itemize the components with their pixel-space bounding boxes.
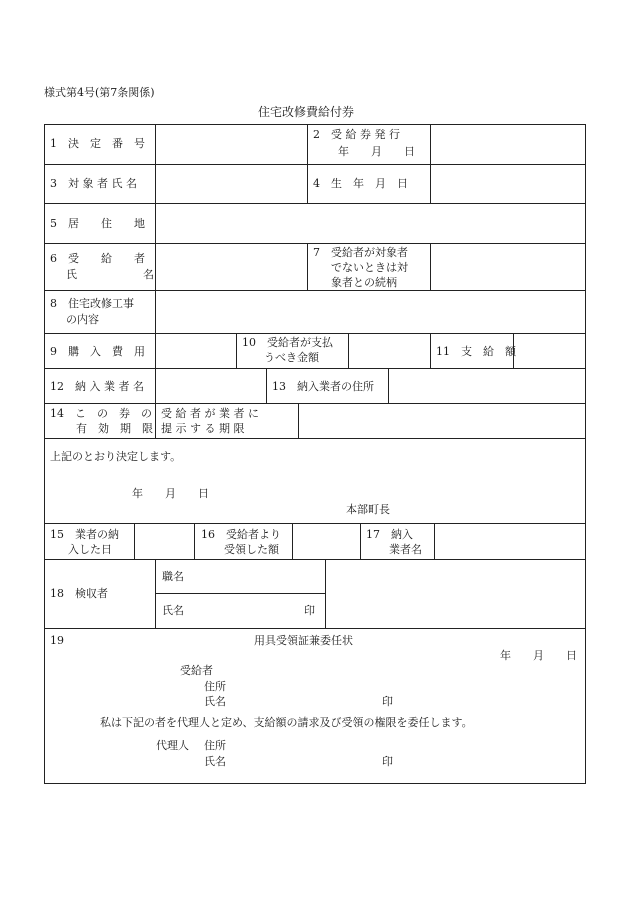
- recipient-seal: 印: [382, 695, 393, 708]
- col-divider: [430, 333, 431, 368]
- row-divider: [44, 559, 586, 560]
- delegation-text: 私は下記の者を代理人と定め、支給額の請求及び受領の権限を委任します。: [100, 716, 473, 729]
- recipient-name-field-label: 氏名: [204, 695, 226, 708]
- vendor-name-label: 12 納 入 業 者 名: [50, 380, 144, 393]
- delivery-vendor-label: 17 納入: [366, 528, 413, 541]
- validity-label-2: 有 効 期 限: [76, 422, 153, 435]
- subject-name-label: 3 対 象 者 氏 名: [50, 177, 137, 190]
- row-divider: [44, 403, 586, 404]
- payable-amount-label: 10 受給者が支払: [242, 336, 333, 349]
- payment-amount-label: 11 支 給 額: [436, 345, 516, 358]
- decision-text: 上記のとおり決定します。: [50, 450, 182, 463]
- recipient-address-label: 住所: [204, 680, 226, 693]
- col-divider: [134, 523, 135, 559]
- col-divider: [155, 124, 156, 290]
- recipient-name-label-2: 氏 名: [66, 268, 154, 281]
- row-divider: [44, 438, 586, 439]
- form-id: 様式第4号(第7条関係): [44, 86, 155, 99]
- relationship-label-2: でないときは対: [331, 261, 408, 274]
- row-divider: [44, 368, 586, 369]
- received-amount-label: 16 受給者より: [201, 528, 281, 541]
- renovation-content-label: 8 住宅改修工事: [50, 297, 134, 310]
- row-divider: [44, 203, 586, 204]
- col-divider: [430, 164, 431, 203]
- relationship-label-3: 象者との続柄: [331, 276, 397, 289]
- col-divider: [155, 368, 156, 403]
- row-divider: [44, 523, 586, 524]
- col-divider: [236, 333, 237, 368]
- col-divider: [388, 368, 389, 403]
- validity-label: 14 こ の 券 の: [50, 407, 152, 420]
- decision-date: 年 月 日: [132, 487, 209, 500]
- row-divider: [155, 593, 325, 594]
- agent-label: 代理人: [156, 739, 189, 752]
- col-divider: [194, 523, 195, 559]
- inspector-post-label: 職名: [162, 570, 184, 583]
- issue-date-format: 年 月 日: [338, 145, 415, 158]
- col-divider: [298, 403, 299, 438]
- residence-label: 5 居 住 地: [50, 217, 145, 230]
- received-amount-label-2: 受領した額: [224, 543, 279, 556]
- inspector-name-label: 氏名: [162, 604, 184, 617]
- row-divider: [44, 243, 586, 244]
- delivery-vendor-label-2: 業者名: [389, 543, 422, 556]
- presentation-deadline-label-2: 提 示 す る 期 限: [161, 422, 245, 435]
- payable-amount-label-2: うべき金額: [264, 351, 319, 364]
- agent-address-label: 住所: [204, 739, 226, 752]
- col-divider: [155, 559, 156, 628]
- col-divider: [360, 523, 361, 559]
- relationship-label: 7 受給者が対象者: [313, 246, 408, 259]
- row-divider: [44, 290, 586, 291]
- col-divider: [430, 243, 431, 290]
- col-divider: [348, 333, 349, 368]
- issue-date-label: 2 受 給 券 発 行: [313, 128, 400, 141]
- col-divider: [325, 559, 326, 628]
- col-divider: [155, 290, 156, 333]
- col-divider: [430, 124, 431, 164]
- inspector-seal: 印: [304, 604, 315, 617]
- form-title: 住宅改修費給付券: [258, 105, 355, 119]
- agent-name-label: 氏名: [204, 755, 226, 768]
- inspector-label: 18 検収者: [50, 587, 108, 600]
- mayor-name: 本部町長: [346, 503, 390, 516]
- receipt-date: 年 月 日: [500, 649, 577, 662]
- col-divider: [155, 333, 156, 368]
- recipient-label: 受給者: [180, 664, 213, 677]
- col-divider: [292, 523, 293, 559]
- col-divider: [307, 243, 308, 290]
- vendor-address-label: 13 納入業者の住所: [272, 380, 374, 393]
- decision-number-label: 1 決 定 番 号: [50, 137, 145, 150]
- delivery-date-label-2: 入した日: [68, 543, 112, 556]
- agent-seal: 印: [382, 755, 393, 768]
- section-19-number: 19: [50, 634, 64, 647]
- purchase-cost-label: 9 購 入 費 用: [50, 345, 145, 358]
- birthdate-label: 4 生 年 月 日: [313, 177, 408, 190]
- col-divider: [434, 523, 435, 559]
- row-divider: [44, 628, 586, 629]
- col-divider: [307, 164, 308, 203]
- renovation-content-label-2: の内容: [66, 313, 99, 326]
- recipient-name-label: 6 受 給 者: [50, 252, 145, 265]
- presentation-deadline-label: 受 給 者 が 業 者 に: [161, 407, 259, 420]
- receipt-title: 用具受領証兼委任状: [254, 634, 353, 647]
- col-divider: [155, 403, 156, 438]
- row-divider: [44, 333, 586, 334]
- row-divider: [44, 164, 586, 165]
- delivery-date-label: 15 業者の納: [50, 528, 119, 541]
- col-divider: [266, 368, 267, 403]
- col-divider: [307, 124, 308, 164]
